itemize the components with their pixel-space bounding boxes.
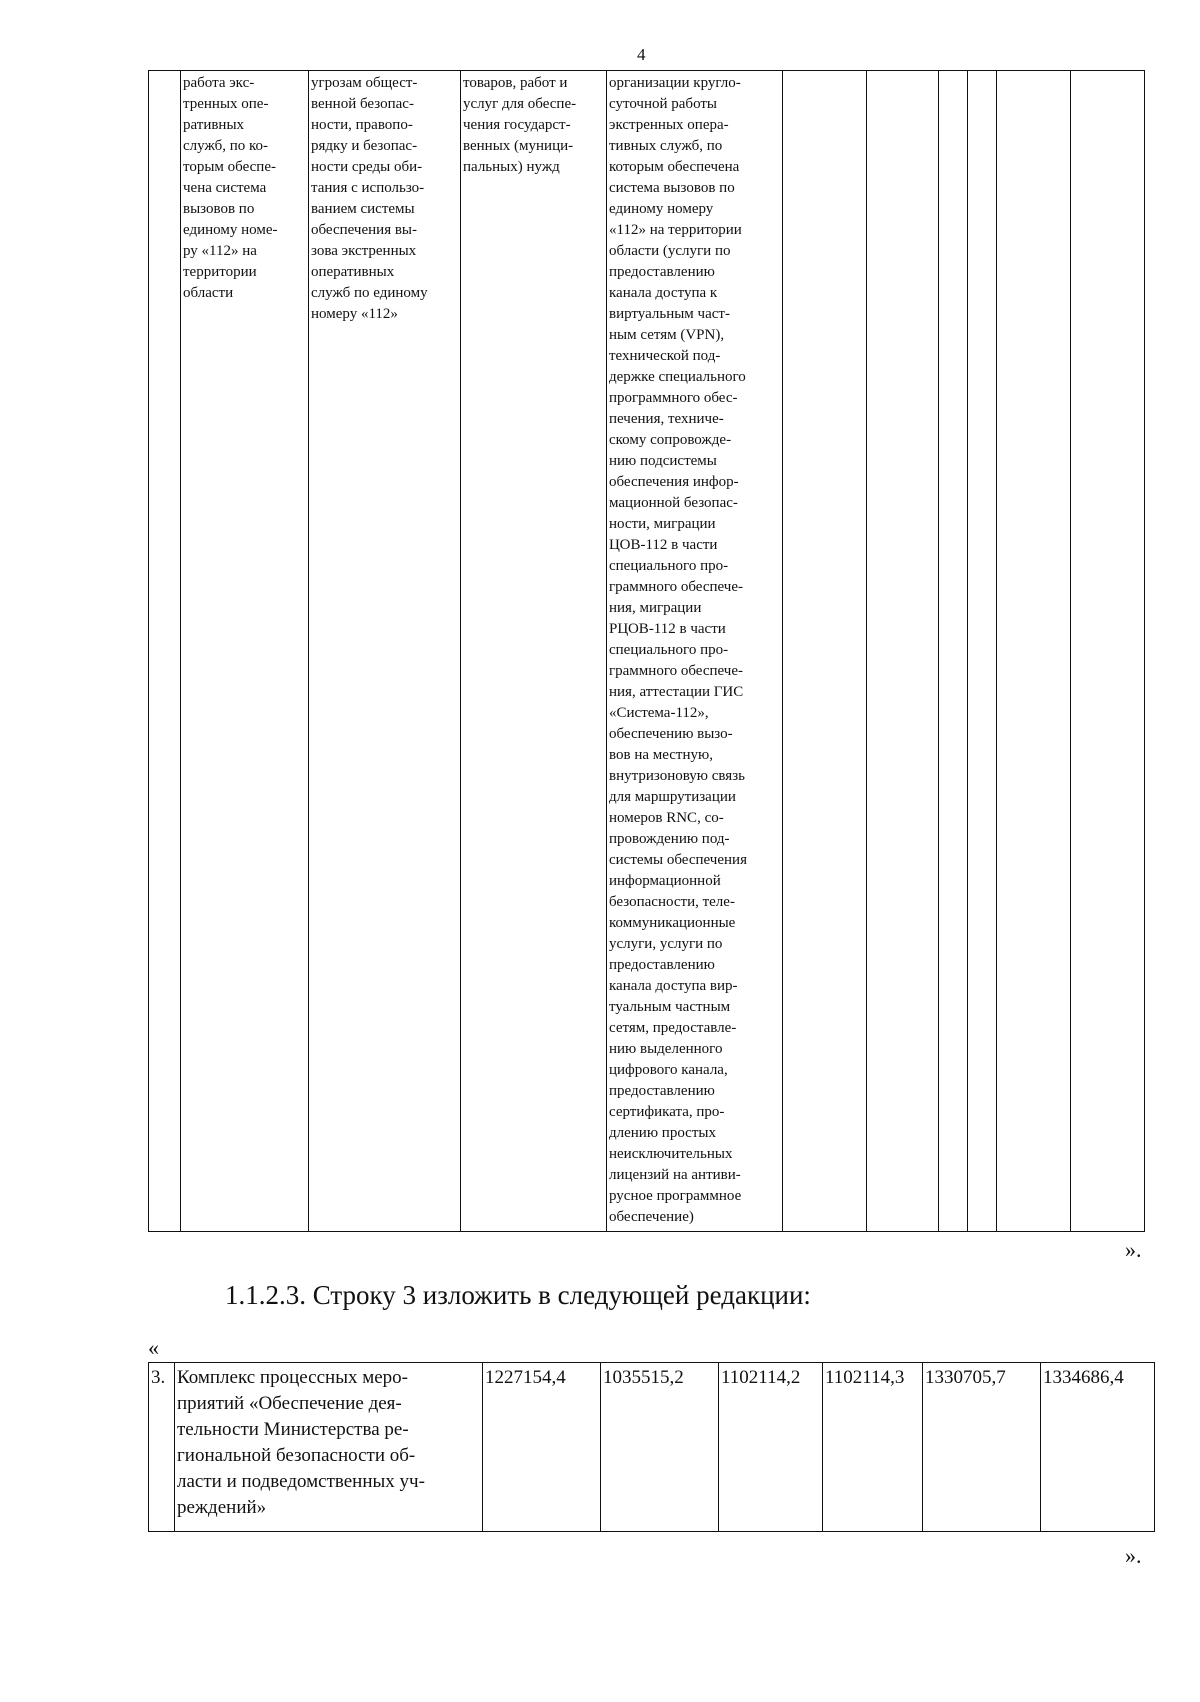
- text-line: номеров RNC, со-: [609, 810, 724, 826]
- text-line: номеру «112»: [311, 306, 398, 322]
- text-line: реждений»: [177, 1497, 267, 1518]
- value-cell: 1330705,7: [923, 1363, 1041, 1532]
- empty-cell: [867, 71, 939, 1232]
- text-line: канала доступа к: [609, 285, 718, 301]
- text-line: работа экс-: [183, 75, 255, 91]
- text-line: вов на местную,: [609, 747, 713, 763]
- text-line: сертификата, про-: [609, 1104, 725, 1120]
- text-line: служб, по ко-: [183, 138, 269, 154]
- text-line: тивных служб, по: [609, 138, 723, 154]
- text-line: программного обес-: [609, 390, 738, 406]
- text-line: ния, миграции: [609, 600, 702, 616]
- text-line: чена система: [183, 180, 267, 196]
- text-line: услуги, услуги по: [609, 936, 723, 952]
- empty-cell: [997, 71, 1071, 1232]
- replacement-row-table: [148, 1362, 1155, 1532]
- text-line: мационной безопас-: [609, 495, 738, 511]
- text-line: тренных опе-: [183, 96, 269, 112]
- text-line: специального про-: [609, 558, 729, 574]
- text-line: граммного обеспече-: [609, 663, 743, 679]
- services-description-cell: [607, 71, 783, 1232]
- text-line: зова экстренных: [311, 243, 417, 259]
- continuation-table: [148, 70, 1145, 1232]
- text-line: канала доступа вир-: [609, 978, 738, 994]
- text-line: которым обеспечена: [609, 159, 740, 175]
- text-line: печения, техниче-: [609, 411, 724, 427]
- text-line: виртуальным част-: [609, 306, 730, 322]
- text-line: венных (муници-: [463, 138, 574, 154]
- text-line: служб по единому: [311, 285, 428, 301]
- program-name-cell: [175, 1363, 483, 1532]
- value-cell: 1334686,4: [1041, 1363, 1155, 1532]
- text-line: приятий «Обеспечение дея-: [177, 1393, 402, 1414]
- value-cell: 1102114,3: [823, 1363, 923, 1532]
- text-line: обеспечения вы-: [311, 222, 417, 238]
- table-row: [149, 71, 1145, 1232]
- text-line: для маршрутизации: [609, 789, 736, 805]
- text-line: ру «112» на: [183, 243, 257, 259]
- text-line: держке специального: [609, 369, 746, 385]
- text-line: обеспечения инфор-: [609, 474, 739, 490]
- value-cell: 1227154,4: [483, 1363, 601, 1532]
- text-line: граммного обеспече-: [609, 579, 743, 595]
- text-line: ности, миграции: [609, 516, 716, 532]
- text-line: экстренных опера-: [609, 117, 729, 133]
- text-line: ности, правопо-: [311, 117, 413, 133]
- text-line: услуг для обеспе-: [463, 96, 577, 112]
- text-line: угрозам общест-: [311, 75, 418, 91]
- text-line: торым обеспе-: [183, 159, 276, 175]
- text-line: туальным частным: [609, 999, 731, 1015]
- text-line: единому номеру: [609, 201, 714, 217]
- value-cell: 1035515,2: [601, 1363, 719, 1532]
- text-line: специального про-: [609, 642, 729, 658]
- text-line: ным сетям (VPN),: [609, 327, 725, 343]
- text-line: скому сопровожде-: [609, 432, 732, 448]
- text-line: «112» на территории: [609, 222, 742, 238]
- text-line: Комплекс процессных меро-: [177, 1367, 408, 1388]
- table-row: [149, 1363, 1155, 1532]
- text-line: ности среды оби-: [311, 159, 423, 175]
- text-line: система вызовов по: [609, 180, 735, 196]
- text-line: тельности Министерства ре-: [177, 1419, 409, 1440]
- text-line: нию выделенного: [609, 1041, 723, 1057]
- closing-quote: ».: [1125, 1543, 1142, 1568]
- text-line: длению простых: [609, 1125, 716, 1141]
- text-line: гиональной безопасности об-: [177, 1445, 416, 1466]
- text-line: рядку и безопас-: [311, 138, 418, 154]
- text-line: безопасности, теле-: [609, 894, 735, 910]
- text-line: ративных: [183, 117, 245, 133]
- closing-quote: ».: [1125, 1237, 1142, 1262]
- text-line: товаров, работ и: [463, 75, 568, 91]
- text-line: предоставлению: [609, 264, 715, 280]
- empty-cell: [968, 71, 997, 1232]
- text-line: области (услуги по: [609, 243, 731, 259]
- amendment-heading: 1.1.2.3. Строку 3 изложить в следующей редакции:: [225, 1280, 811, 1310]
- text-line: «Система-112»,: [609, 705, 709, 721]
- opening-quote: «: [148, 1335, 159, 1360]
- text-line: венной безопас-: [311, 96, 414, 112]
- text-line: предоставлению: [609, 957, 715, 973]
- goal-cell: [181, 71, 309, 1232]
- text-line: цифрового канала,: [609, 1062, 728, 1078]
- text-line: территории: [183, 264, 257, 280]
- text-line: обеспечению вызо-: [609, 726, 733, 742]
- empty-cell: [939, 71, 968, 1232]
- row-number-cell: [149, 71, 181, 1232]
- text-line: ласти и подведомственных уч-: [177, 1471, 425, 1492]
- text-line: неисключительных: [609, 1146, 733, 1162]
- text-line: единому номе-: [183, 222, 278, 238]
- text-line: РЦОВ-112 в части: [609, 621, 726, 637]
- procurement-cell: [461, 71, 607, 1232]
- text-line: нию подсистемы: [609, 453, 717, 469]
- text-line: сетям, предоставле-: [609, 1020, 737, 1036]
- text-line: ванием системы: [311, 201, 415, 217]
- text-line: технической под-: [609, 348, 721, 364]
- page-number: 4: [637, 45, 646, 64]
- text-line: внутризоновую связь: [609, 768, 745, 784]
- empty-cell: [783, 71, 867, 1232]
- text-line: ЦОВ-112 в части: [609, 537, 718, 553]
- text-line: ния, аттестации ГИС: [609, 684, 744, 700]
- text-line: организации кругло-: [609, 75, 741, 91]
- text-line: коммуникационные: [609, 915, 736, 931]
- text-line: тания с использо-: [311, 180, 425, 196]
- row-number-cell: 3.: [149, 1363, 175, 1532]
- text-line: вызовов по: [183, 201, 255, 217]
- empty-cell: [1071, 71, 1145, 1232]
- text-line: обеспечение): [609, 1209, 694, 1225]
- text-line: пальных) нужд: [463, 159, 560, 175]
- text-line: провождению под-: [609, 831, 730, 847]
- text-line: предоставлению: [609, 1083, 715, 1099]
- text-line: суточной работы: [609, 96, 718, 112]
- text-line: чения государст-: [463, 117, 571, 133]
- threat-cell: [309, 71, 461, 1232]
- value-cell: 1102114,2: [719, 1363, 823, 1532]
- text-line: русное программное: [609, 1188, 742, 1204]
- text-line: информационной: [609, 873, 721, 889]
- text-line: оперативных: [311, 264, 395, 280]
- text-line: системы обеспечения: [609, 852, 747, 868]
- text-line: лицензий на антиви-: [609, 1167, 741, 1183]
- text-line: области: [183, 285, 234, 301]
